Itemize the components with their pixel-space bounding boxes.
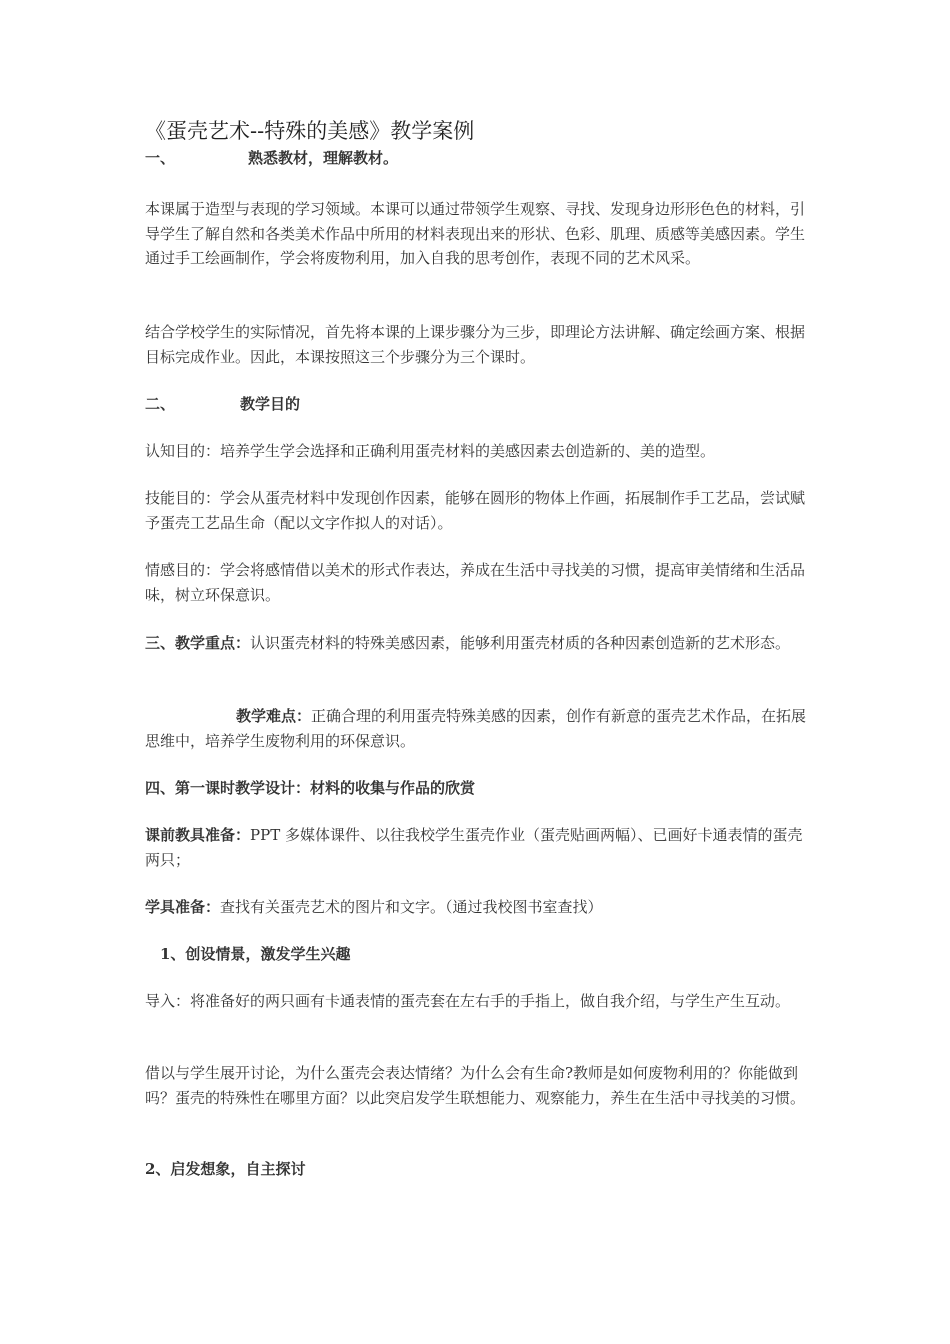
prep-student-text: 查找有关蛋壳艺术的图片和文字。（通过我校图书室查找） <box>220 898 603 916</box>
difficulty-label: 教学难点： <box>236 707 312 725</box>
section-2-heading <box>145 392 810 417</box>
section-1-number: 一、 <box>145 149 176 167</box>
prep-teacher-label: 课前教具准备： <box>145 826 251 844</box>
goal-emotion: 情感目的：学会将感情借以美术的形式作表达，养成在生活中寻找美的习惯，提高审美情绪和生活品味，树立环保意识。 <box>145 561 806 604</box>
key-points-label: 三、教学重点： <box>145 634 251 652</box>
section-2-title: 教学目的 <box>240 395 301 413</box>
prep-teacher <box>145 823 810 872</box>
goal-skill: 技能目的：学会从蛋壳材料中发现创作因素，能够在圆形的物体上作画，拓展制作手工艺品，尝试赋予蛋壳工艺品生命（配以文字作拟人的对话）。 <box>145 489 806 532</box>
prep-student-label: 学具准备： <box>145 898 221 916</box>
goal-cognitive: 认知目的：培养学生学会选择和正确利用蛋壳材料的美感因素去创造新的、美的造型。 <box>145 442 716 460</box>
step-1-heading <box>145 942 810 967</box>
section-2-number: 二、 <box>145 395 176 413</box>
paragraph-intro-activity: 导入：将准备好的两只画有卡通表情的蛋壳套在左右手的手指上，做自我介绍，与学生产生互动。 <box>145 992 791 1010</box>
difficulty-text: 正确合理的利用蛋壳特殊美感的因素，创作有新意的蛋壳艺术作品，在拓展思维中，培养学生废物利用的环保意识。 <box>145 707 807 750</box>
paragraph-intro-1: 本课属于造型与表现的学习领域。本课可以通过带领学生观察、寻找、发现身边形形色色的材料，引导学生了解自然和各类美术作品中所用的材料表现出来的形状、色彩、肌理、质感等美感因素。学生通过手工绘画制作，学会将废物利用，加入自我的思考创作，表现不同的艺术风采。 <box>145 200 806 267</box>
paragraph-intro-2: 结合学校学生的实际情况，首先将本课的上课步骤分为三步，即理论方法讲解、确定绘画方案、根据目标完成作业。因此，本课按照这三个步骤分为三个课时。 <box>145 323 806 366</box>
prep-student <box>145 895 810 920</box>
document-title: 《蛋壳艺术--特殊的美感》教学案例 <box>145 119 475 143</box>
section-4-heading: 四、第一课时教学设计：材料的收集与作品的欣赏 <box>145 779 476 797</box>
step-1-title: 1、创设情景，激发学生兴趣 <box>160 945 351 963</box>
section-3-key-points <box>145 631 810 656</box>
prep-teacher-text: PPT 多媒体课件、以往我校学生蛋壳作业（蛋壳贴画两幅）、已画好卡通表情的蛋壳两只； <box>145 826 803 869</box>
paragraph-discussion: 借以与学生展开讨论，为什么蛋壳会表达情绪？为什么会有生命?教师是如何废物利用的？你能做到吗？蛋壳的特殊性在哪里方面？以此突启发学生联想能力、观察能力，养生在生活中寻找美的习惯。 <box>145 1064 806 1107</box>
difficulty-points <box>145 704 810 753</box>
section-1-title: 熟悉教材，理解教材。 <box>248 149 399 167</box>
section-1-heading <box>145 146 810 171</box>
key-points-text: 认识蛋壳材料的特殊美感因素，能够利用蛋壳材质的各种因素创造新的艺术形态。 <box>250 634 791 652</box>
step-2-heading: 2、启发想象，自主探讨 <box>145 1160 306 1178</box>
